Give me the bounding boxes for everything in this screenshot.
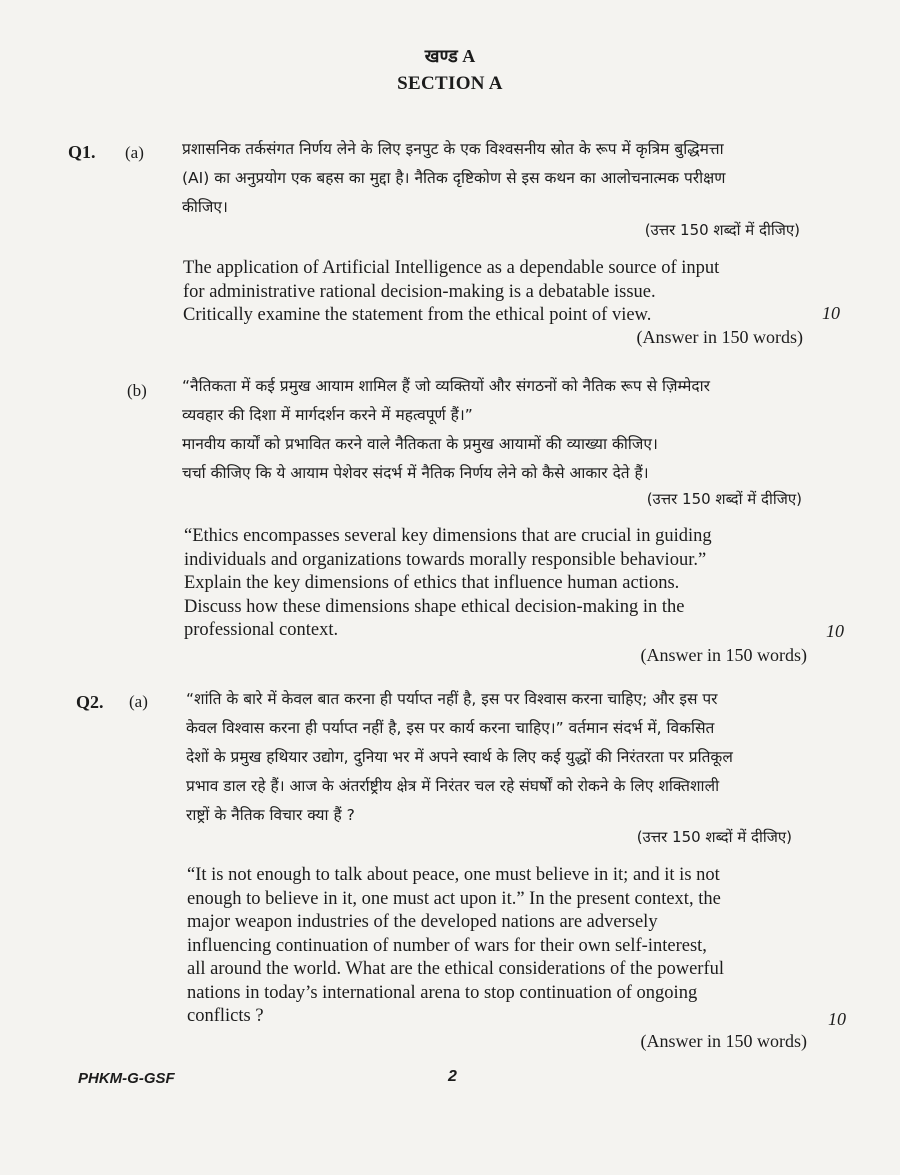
- section-title-english: SECTION A: [397, 73, 503, 94]
- q2a-english-line: major weapon industries of the developed nations are adversely: [187, 912, 658, 932]
- q1a-english-line: Critically examine the statement from the ethical point of view.: [183, 305, 652, 325]
- q1a-hindi-text: [182, 135, 807, 222]
- q2a-hindi-line: “शांति के बारे में केवल बात करना ही पर्याप्त नहीं है, इस पर विश्वास करना चाहिए; और इस पर: [186, 690, 718, 708]
- q1b-english-line: individuals and organizations towards morally responsible behaviour.”: [184, 549, 707, 570]
- q2a-english-text: [187, 864, 811, 1029]
- q2a-hindi-line: राष्ट्रों के नैतिक विचार क्या हैं ?: [186, 806, 355, 824]
- q2a-english-line: influencing continuation of number of wars for their own self-interest,: [187, 935, 707, 956]
- q1b-english-text: [184, 525, 808, 643]
- q2a-english-word-limit: (Answer in 150 words): [640, 1031, 807, 1051]
- q2a-english-line: conflicts ?: [187, 1006, 264, 1026]
- q1a-marks: 10: [822, 303, 840, 323]
- q1a-hindi-word-limit: (उत्तर 150 शब्दों में दीजिए): [644, 221, 800, 239]
- q2a-english-line: nations in today’s international arena to stop continuation of ongoing: [187, 982, 698, 1003]
- q2a-hindi-line: देशों के प्रमुख हथियार उद्योग, दुनिया भर में अपने स्वार्थ के लिए कई युद्धों की निरंतरता पर प्रतिकूल: [186, 748, 733, 766]
- q2a-english-line: all around the world. What are the ethical considerations of the powerful: [187, 959, 724, 979]
- question-number-q2: Q2.: [76, 692, 104, 712]
- q1a-hindi-line: प्रशासनिक तर्कसंगत निर्णय लेने के लिए इनपुट के एक विश्वसनीय स्रोत के रूप में कृत्रिम बुद्धिमत्ता: [182, 140, 724, 158]
- q1a-hindi-line: (AI) का अनुप्रयोग एक बहस का मुद्दा है। नैतिक दृष्टिकोण से इस कथन का आलोचनात्मक परीक्षण: [182, 169, 726, 187]
- section-title-hindi: खण्ड A: [424, 46, 476, 66]
- q2a-hindi-line: प्रभाव डाल रहे हैं। आज के अंतर्राष्ट्रीय क्षेत्र में निरंतर चल रहे संघर्षों को रोकने के लिए शक्तिशाली: [186, 777, 720, 795]
- q2a-hindi-word-limit: (उत्तर 150 शब्दों में दीजिए): [636, 828, 792, 846]
- question-number-q1: Q1.: [68, 142, 96, 162]
- q1b-hindi-line: “नैतिकता में कई प्रमुख आयाम शामिल हैं जो व्यक्तियों और संगठनों को नैतिक रूप से ज़िम्मेदार: [182, 377, 710, 395]
- q1b-english-word-limit: (Answer in 150 words): [640, 645, 807, 665]
- q2a-english-line: enough to believe in it, one must act upon it.” In the present context, the: [187, 888, 721, 909]
- q1a-hindi-line: कीजिए।: [182, 198, 228, 216]
- paper-code: PHKM-G-GSF: [78, 1070, 175, 1087]
- part-label-q1a: (a): [125, 143, 144, 162]
- q2a-marks: 10: [828, 1009, 846, 1029]
- q1b-hindi-word-limit: (उत्तर 150 शब्दों में दीजिए): [646, 490, 802, 508]
- q1a-english-line: for administrative rational decision-making is a debatable issue.: [183, 281, 656, 302]
- q2a-hindi-text: [186, 685, 810, 830]
- q2a-english-line: “It is not enough to talk about peace, one must believe in it; and it is not: [187, 865, 720, 885]
- q1b-hindi-line: व्यवहार की दिशा में मार्गदर्शन करने में महत्वपूर्ण हैं।”: [182, 406, 473, 424]
- page-number: 2: [448, 1068, 457, 1085]
- q1b-hindi-line: चर्चा कीजिए कि ये आयाम पेशेवर संदर्भ में नैतिक निर्णय लेने को कैसे आकार देते हैं।: [182, 464, 649, 482]
- q1b-hindi-line: मानवीय कार्यों को प्रभावित करने वाले नैतिकता के प्रमुख आयामों की व्याख्या कीजिए।: [182, 435, 658, 453]
- part-label-q2a: (a): [129, 692, 148, 711]
- q1a-english-line: The application of Artificial Intelligence as a dependable source of input: [183, 258, 720, 278]
- q1a-english-word-limit: (Answer in 150 words): [636, 327, 803, 347]
- q1b-english-line: Discuss how these dimensions shape ethical decision-making in the: [184, 596, 685, 617]
- q1b-english-line: professional context.: [184, 620, 339, 640]
- part-label-q1b: (b): [127, 381, 147, 400]
- q2a-hindi-line: केवल विश्वास करना ही पर्याप्त नहीं है, इस पर कार्य करना चाहिए।” वर्तमान संदर्भ में, विकसित: [186, 719, 715, 737]
- q1b-hindi-text: [182, 372, 807, 488]
- q1b-english-line: Explain the key dimensions of ethics that influence human actions.: [184, 573, 680, 593]
- q1b-marks: 10: [826, 621, 844, 641]
- q1b-english-line: “Ethics encompasses several key dimensions that are crucial in guiding: [184, 526, 712, 546]
- q1a-english-text: [183, 257, 806, 328]
